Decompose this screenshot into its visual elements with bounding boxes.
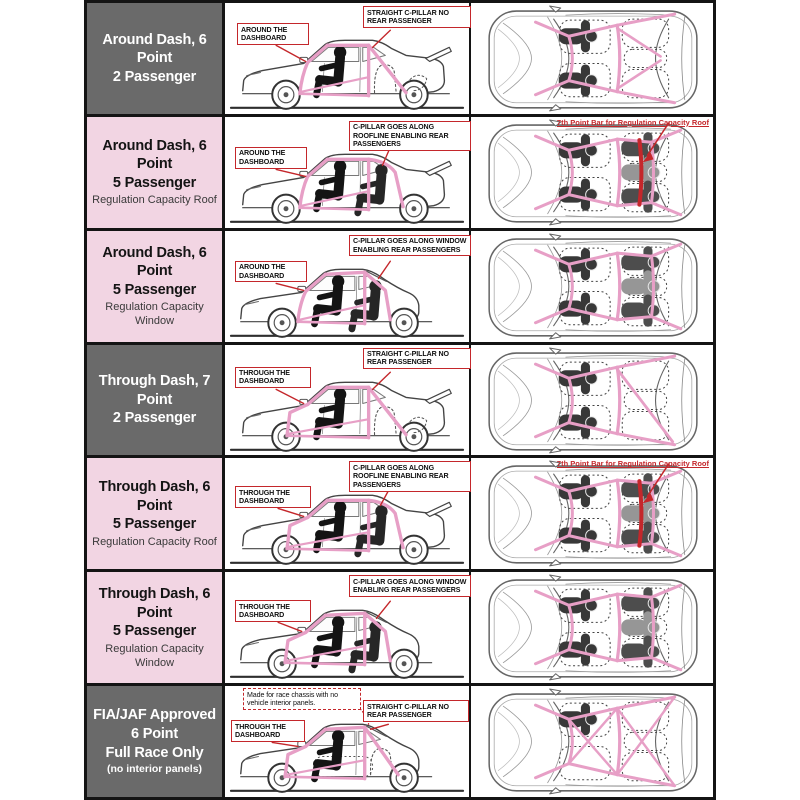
- top-view-cell: [471, 572, 713, 683]
- top-view-illustration: [471, 686, 713, 797]
- side-view-cell: [225, 117, 471, 228]
- callout-box: AROUND THE DASHBOARD: [235, 147, 307, 169]
- top-view-cell: [471, 458, 713, 569]
- config-row: [87, 686, 713, 797]
- config-row: [87, 345, 713, 459]
- callout-box: C-PILLAR GOES ALONG ROOFLINE ENABLING REAR PASSENGERS: [349, 461, 471, 491]
- top-view-svg: [471, 686, 713, 797]
- config-title-line: Full Race Only: [105, 744, 204, 761]
- config-title-line: 5 Passenger: [112, 623, 197, 640]
- side-view-cell: [225, 572, 471, 683]
- top-view-illustration: [471, 458, 713, 569]
- callout-box: AROUND THE DASHBOARD: [235, 261, 307, 283]
- config-row: [87, 458, 713, 572]
- config-title-line: Around Dash, 6 Point: [102, 244, 207, 280]
- config-title-line: Through Dash, 6 Point: [98, 586, 211, 621]
- config-row: [87, 117, 713, 231]
- callout-box: C-PILLAR GOES ALONG WINDOW ENABLING REAR PASSENGERS: [349, 575, 471, 597]
- top-view-illustration: [471, 345, 713, 456]
- top-view-cell: [471, 686, 713, 797]
- callout-box: STRAIGHT C-PILLAR NO REAR PASSENGER: [363, 348, 471, 370]
- top-view-svg: [471, 458, 713, 569]
- config-subtitle: Regulation Capacity Roof: [92, 194, 217, 207]
- callout-box: THROUGH THE DASHBOARD: [231, 720, 305, 742]
- callout-box: STRAIGHT C-PILLAR NO REAR PASSENGER: [363, 700, 469, 722]
- config-title-line: Around Dash, 6 Point: [102, 31, 207, 67]
- top-view-cell: [471, 231, 713, 342]
- callout-box: THROUGH THE DASHBOARD: [235, 600, 311, 622]
- top-view-svg: [471, 572, 713, 683]
- top-view-illustration: [471, 3, 713, 114]
- config-row: [87, 3, 713, 117]
- side-view-cell: [225, 458, 471, 569]
- config-row: [87, 231, 713, 345]
- config-label-cell: [87, 345, 225, 456]
- config-row: [87, 572, 713, 686]
- config-title-line: 5 Passenger: [112, 516, 197, 533]
- config-title-line: FIA/JAF Approved: [93, 707, 216, 724]
- top-view-svg: [471, 117, 713, 228]
- top-view-cell: [471, 345, 713, 456]
- callout-box: C-PILLAR GOES ALONG WINDOW ENABLING REAR PASSENGERS: [349, 235, 471, 257]
- config-subtitle: Regulation Capacity Window: [105, 642, 204, 670]
- config-title-line: 6 Point: [131, 725, 178, 742]
- callout-box: C-PILLAR GOES ALONG ROOFLINE ENABLING REAR PASSENGERS: [349, 121, 471, 151]
- config-subtitle: Regulation Capacity Window: [105, 301, 204, 328]
- callout-box: THROUGH THE DASHBOARD: [235, 486, 311, 508]
- side-view-cell: [225, 345, 471, 456]
- top-view-svg: [471, 3, 713, 114]
- config-label-cell: [87, 572, 225, 683]
- config-title-line: Through Dash, 6 Point: [98, 479, 211, 514]
- rollcage-table: [84, 0, 716, 800]
- config-label-cell: [87, 458, 225, 569]
- top-view-cell: [471, 117, 713, 228]
- config-label-cell: [87, 686, 225, 797]
- config-title-line: 5 Passenger: [112, 281, 197, 298]
- seventh-point-bar-note: 7th Point Bar for Regulation Capacity Roof: [556, 117, 709, 127]
- callout-box: STRAIGHT C-PILLAR NO REAR PASSENGER: [363, 6, 471, 28]
- top-view-cell: [471, 3, 713, 114]
- config-title-line: 2 Passenger: [112, 68, 197, 85]
- side-view-cell: [225, 686, 471, 797]
- top-view-illustration: [471, 117, 713, 228]
- config-title-line: 5 Passenger: [112, 174, 197, 191]
- config-label-cell: [87, 231, 225, 342]
- config-title-line: Through Dash, 7 Point: [98, 373, 211, 408]
- callout-box: THROUGH THE DASHBOARD: [235, 367, 311, 389]
- race-chassis-note-box: Made for race chassis with no vehicle interior panels.: [243, 688, 361, 710]
- side-view-cell: [225, 231, 471, 342]
- config-title-line: Around Dash, 6 Point: [102, 137, 207, 173]
- config-label-cell: [87, 117, 225, 228]
- config-title-line: 2 Passenger: [112, 410, 197, 427]
- config-subtitle: (no interior panels): [106, 763, 203, 776]
- seventh-point-bar-note: 7th Point Bar for Regulation Capacity Roof: [556, 459, 709, 469]
- config-subtitle: Regulation Capacity Roof: [92, 536, 217, 549]
- top-view-illustration: [471, 231, 713, 342]
- top-view-svg: [471, 345, 713, 456]
- side-view-cell: [225, 3, 471, 114]
- callout-box: AROUND THE DASHBOARD: [237, 23, 309, 45]
- top-view-svg: [471, 231, 713, 342]
- top-view-illustration: [471, 572, 713, 683]
- config-label-cell: [87, 3, 225, 114]
